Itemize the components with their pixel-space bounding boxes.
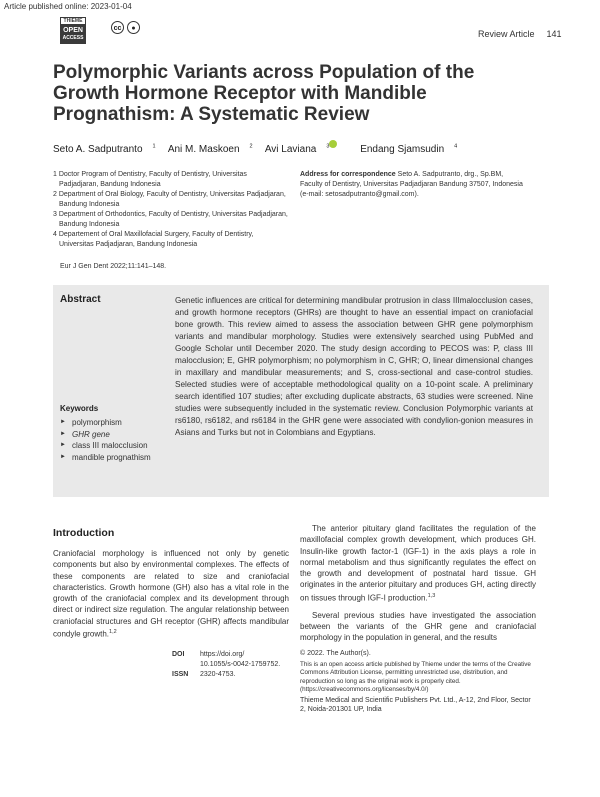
keyword: ► polymorphism <box>60 417 170 429</box>
thieme-open-access-logo <box>60 17 86 44</box>
keyword: ► GHR gene <box>60 429 170 441</box>
keywords-heading: Keywords <box>60 404 99 413</box>
author: Endang Sjamsudin $^4$ <box>360 144 458 156</box>
publisher: Thieme Medical and Scientific Publishers Pvt. Ltd., A-12, 2nd Floor, Sector 2, Noida-201301 UP, India <box>300 696 531 714</box>
correspondence-label: Address for correspondence <box>300 171 396 178</box>
intro-column-right: The anterior pituitary gland facilitates the regulation of the maxillofacial complex growth development, which produces GH. Insulin-like growth factor-1 (IGF-1) in the axis plays a role in normal metabolism and thus significantly regulates the effect on the growth and development of postnatal hard tissue. GH originates in the anterior pituitary and produces GH, acting directly on tissues through IGF-I production.$^{1,3}$ Several previous studies have investigated the association between the variants of the GHR gene and craniofacial morphology in the population in general, and the results <box>300 524 536 643</box>
logo-text-top: THIEME <box>60 17 86 25</box>
doi-number[interactable]: 10.1055/s-0042-1759752. <box>200 661 281 668</box>
page-number: 141 <box>546 29 562 39</box>
affiliation: 3 Department of Orthodontics, Faculty of Dentistry, Universitas Padjadjaran, Bandung Indonesia <box>53 211 288 228</box>
abstract-text: Genetic influences are critical for determining mandibular protrusion in class IIImalocclusion cases, and growth hormone receptors (GHRs) are thought to have an essential impact on craniofacial bone growth. This review aimed to assess the association between GHR gene polymorphism variants and mandibular morphology. Studies were extensively searched using PubMed and Google Scholar until December 2020. The study design according to PECOS was: P, class III malocclusion; E, GHR polymorphism; no polymorphism in C, GHR; O, linear dimensional changes in maxillary and mandibular measurements; and S, cross-sectional and case-control studies. Selected studies were of acceptable methodological quality on a 10-point scale. A preliminary search identified 107 studies; after excluding duplicate abstracts, 63 studies were screened. Nine studies were subsequently included in the systematic review. Conclusion Polymorphic variants at rs6180, rs6182, and rs6184 in the GHR gene were associated with condylion-gonion measures in Asians and Turks but not in Colombians and Egyptians. <box>175 296 533 437</box>
by-icon: ● <box>127 21 140 34</box>
keywords-list <box>60 417 170 463</box>
correspondence <box>300 170 525 200</box>
keyword: ► class III malocclusion <box>60 440 170 452</box>
license-block <box>300 650 536 715</box>
intro-column-left: Craniofacial morphology is influenced not only by genetic components but also by environmental complexes. The effects of these components are related to size and craniofacial characteristics. Growth hormone (GH) also has a vital role in the growth of the craniofacial complex and its development through direct or indirect size regulation. The angular relationship between craniofacial structures and GH receptor (GHR) affects mandibular condyle growth.$^{1,2}$ <box>53 549 289 639</box>
correspondence-email[interactable]: (e-mail: setosadputranto@gmail.com). <box>300 191 419 198</box>
author: Ani M. Maskoen $^2$ <box>167 144 253 156</box>
running-header <box>478 29 562 39</box>
logo-text-sub: ACCESS <box>62 35 84 41</box>
affiliations <box>53 170 288 250</box>
abstract-heading: Abstract <box>60 294 101 305</box>
publication-date: Article published online: 2023-01-04 <box>4 2 132 11</box>
logo-text-main: OPEN <box>63 27 83 34</box>
doi-link[interactable]: https://doi.org/ <box>200 651 245 658</box>
affiliation: 4 Departement of Oral Maxillofacial Surgery, Faculty of Dentistry, Universitas Padjadjaran, Bandung Indonesia <box>53 231 254 248</box>
intro-heading: Introduction <box>53 527 115 539</box>
citation: Eur J Gen Dent 2022;11:141–148. <box>60 263 167 270</box>
copyright: © 2022. The Author(s). <box>300 650 371 657</box>
cc-icon: cc <box>111 21 124 34</box>
author: Avi Laviana $^3$ <box>265 144 348 155</box>
keyword: ► mandible prognathism <box>60 452 170 464</box>
article-title: Polymorphic Variants across Population of the Growth Hormone Receptor with Mandible Prognathism: A Systematic Review <box>53 62 475 125</box>
author-list <box>53 140 467 155</box>
orcid-icon[interactable] <box>329 140 337 148</box>
author: Seto A. Sadputranto $^1$ <box>53 144 156 156</box>
doi-block: DOI https://doi.org/ 10.1055/s-0042-1759752. ISSN 2320-4753. <box>172 651 281 678</box>
license-text: This is an open access article published by Thieme under the terms of the Creative Commons Attribution License, permitting unrestricted use, distribution, and reproduction so long as the original work is properly cited. (https://creativecommons.org/licenses/by/4.0/) <box>300 660 531 694</box>
affiliation: 1 Doctor Program of Dentistry, Faculty of Dentistry, Universitas Padjadjaran, Bandung Indonesia <box>53 171 247 188</box>
affiliation: 2 Department of Oral Biology, Faculty of Dentistry, Universitas Padjadjaran, Bandung Indonesia <box>53 191 286 208</box>
section-label: Review Article <box>478 29 535 39</box>
correspondence-text: Seto A. Sadputranto, drg., Sp.BM, Faculty of Dentistry, Universitas Padjadjaran Bandung 37507, Indonesia <box>300 171 523 188</box>
